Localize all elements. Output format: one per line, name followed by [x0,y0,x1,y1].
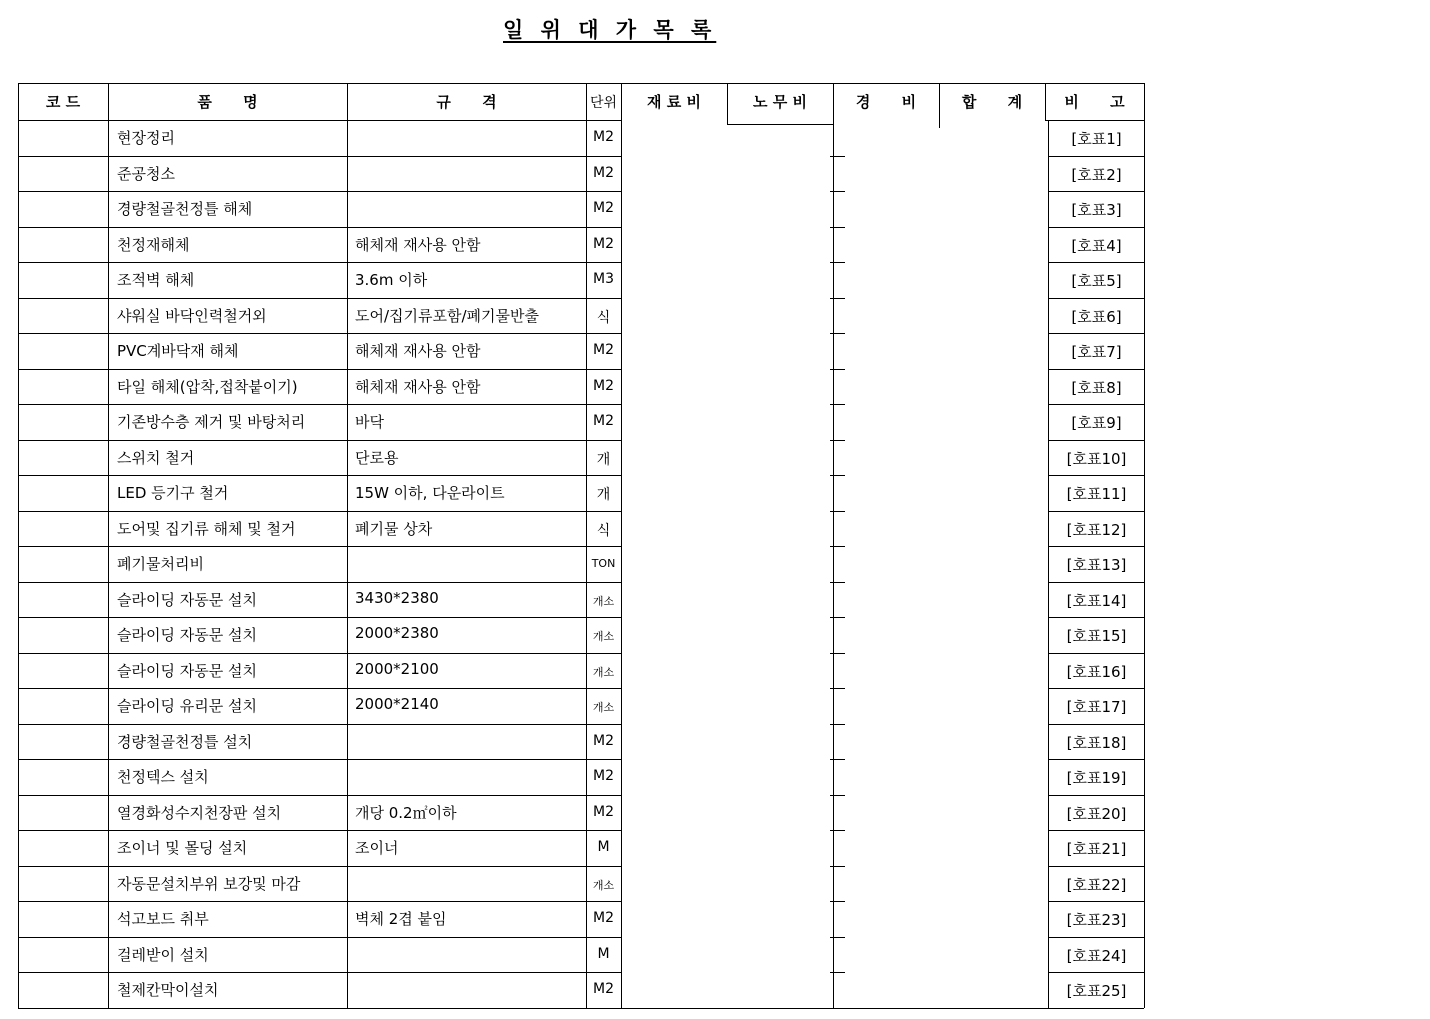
grid-line [1049,830,1144,831]
item-name: 석고보드 취부 [117,910,209,928]
item-name: 걸레받이 설치 [117,945,209,964]
grid-line [1049,688,1144,689]
grid-line [1144,83,1145,1008]
item-remark: [호표18] [1066,733,1127,752]
item-remark: [호표5] [1071,272,1122,290]
item-name: LED 등기구 철거 [117,484,229,502]
grid-line [108,83,109,1008]
item-name: 도어및 집기류 해체 및 철거 [117,519,296,538]
grid-line [1049,546,1144,547]
header-spec: 규 격 [436,93,497,111]
item-spec: 바닥 [355,413,384,431]
item-remark: [호표24] [1066,946,1127,965]
grid-line [1049,724,1144,725]
item-unit: 개 [596,487,611,503]
item-name: 천정재해체 [117,235,190,254]
item-spec: 도어/집기류포함/폐기물반출 [355,306,539,325]
grid-line [18,1008,1144,1009]
item-spec: 2000*2140 [355,695,439,713]
item-unit: M2 [593,129,614,145]
grid-line [1049,653,1144,654]
item-unit: M2 [593,803,614,820]
item-remark: [호표23] [1066,911,1127,929]
item-unit: M2 [593,164,614,181]
item-unit: 식 [596,309,611,326]
header-remark: 비 고 [1064,93,1125,111]
header-expense: 경 비 [855,93,917,111]
grid-line [1049,298,1144,299]
grid-line [1049,227,1144,228]
item-unit: M2 [593,377,614,394]
item-unit: M2 [593,342,614,358]
item-spec: 해체재 재사용 안함 [355,377,481,396]
item-remark: [호표21] [1066,840,1127,858]
item-spec: 3430*2380 [355,588,439,607]
grid-line [1049,972,1144,973]
header-total: 합 계 [961,93,1023,111]
header-material: 재 료 비 [647,93,701,111]
grid-line [1045,83,1046,120]
item-remark: [호표7] [1071,343,1122,361]
item-spec: 개당 0.2㎡이하 [355,803,457,822]
grid-line [586,83,587,1008]
grid-line [1049,937,1144,938]
item-remark: [호표12] [1066,520,1127,539]
item-remark: [호표11] [1066,485,1127,503]
grid-line [833,83,834,1008]
grid-line [621,83,622,1008]
item-name: 현장정리 [117,129,175,147]
header-code: 코 드 [45,93,81,111]
item-unit: TON [591,557,616,570]
item-name: 샤워실 바닥인력철거외 [117,306,267,325]
item-unit: M [597,839,610,855]
item-unit: M2 [593,910,614,926]
grid-line [1049,582,1144,583]
item-remark: [호표14] [1066,591,1127,610]
item-remark: [호표2] [1071,165,1122,184]
item-unit: 개소 [592,878,615,892]
item-remark: [호표13] [1066,556,1127,574]
item-spec: 폐기물 상차 [355,519,433,538]
grid-line [18,83,1144,84]
grid-line [727,124,833,125]
item-name: 조적벽 해체 [117,271,195,289]
item-remark: [호표20] [1066,804,1127,823]
grid-line [1049,759,1144,760]
item-unit: M2 [593,981,614,997]
item-name: 준공청소 [117,164,175,183]
item-unit: M2 [593,413,614,429]
item-name: 경량철골천정틀 설치 [117,732,253,751]
item-name: 슬라이딩 자동문 설치 [117,590,257,609]
grid-line [18,83,19,1008]
item-name: 타일 해체(압착,접착붙이기) [117,377,298,396]
item-name: 기존방수층 제거 및 바탕처리 [117,413,306,431]
grid-line [1049,475,1144,476]
item-unit: M3 [593,271,614,287]
item-spec: 2000*2100 [355,659,439,678]
item-remark: [호표9] [1071,414,1122,432]
item-remark: [호표19] [1066,769,1127,787]
item-name: 조이너 및 몰딩 설치 [117,839,248,857]
grid-line [1049,866,1144,867]
item-unit: M2 [593,200,614,216]
item-name: 슬라이딩 자동문 설치 [117,626,257,644]
item-spec: 15W 이하, 다운라이트 [355,484,505,502]
item-remark: [호표8] [1071,378,1122,397]
item-remark: [호표15] [1066,627,1127,645]
item-unit: 식 [596,522,611,539]
grid-line [1045,120,1144,121]
grid-line [1049,404,1144,405]
item-name: 슬라이딩 유리문 설치 [117,697,257,715]
item-spec: 해체재 재사용 안함 [355,235,481,254]
item-remark: [호표25] [1066,982,1127,1000]
item-name: 경량철골천정틀 해체 [117,200,253,218]
item-spec: 3.6m 이하 [355,271,428,289]
item-remark: [호표1] [1071,130,1122,148]
item-remark: [호표4] [1071,236,1122,255]
grid-line [1049,440,1144,441]
item-unit: 개소 [592,701,615,714]
item-remark: [호표17] [1066,698,1127,716]
item-remark: [호표3] [1071,201,1122,219]
grid-line [1049,262,1144,263]
item-name: 폐기물처리비 [117,555,204,573]
grid-line [727,83,728,124]
item-unit: M2 [593,235,614,252]
item-spec: 2000*2380 [355,624,439,642]
item-remark: [호표22] [1066,875,1127,894]
item-name: 천정텍스 설치 [117,768,209,786]
item-spec: 단로용 [355,448,399,467]
item-name: PVC계바닥재 해체 [117,342,239,360]
item-spec: 조이너 [355,839,399,857]
grid-line [1049,617,1144,618]
grid-line [347,83,348,1008]
page-title: 일 위 대 가 목 록 [503,18,717,42]
grid-line [1049,901,1144,902]
grid-line [1049,795,1144,796]
grid-line [1049,333,1144,334]
grid-line [939,83,940,128]
item-unit: 개 [596,451,611,468]
item-spec: 해체재 재사용 안함 [355,342,481,360]
item-name: 슬라이딩 자동문 설치 [117,661,257,680]
header-labor: 노 무 비 [753,93,807,111]
item-remark: [호표6] [1071,307,1122,326]
item-remark: [호표16] [1066,662,1127,681]
header-unit: 단위 [589,94,618,111]
item-name: 스위치 철거 [117,448,195,467]
grid-line [1049,191,1144,192]
item-unit: 개소 [592,665,615,679]
item-spec: 벽체 2겹 붙임 [355,910,447,928]
item-unit: M2 [593,732,614,749]
item-unit: M [597,945,610,962]
item-unit: 개소 [592,630,615,643]
grid-line [1049,369,1144,370]
item-unit: M2 [593,768,614,784]
grid-line [1049,511,1144,512]
item-name: 열경화성수지천장판 설치 [117,803,282,822]
item-remark: [호표10] [1066,449,1127,468]
item-name: 철제칸막이설치 [117,981,219,999]
header-name: 품 명 [197,93,258,111]
item-name: 자동문설치부위 보강및 마감 [117,874,301,893]
item-unit: 개소 [592,594,615,608]
grid-line [1049,156,1144,157]
